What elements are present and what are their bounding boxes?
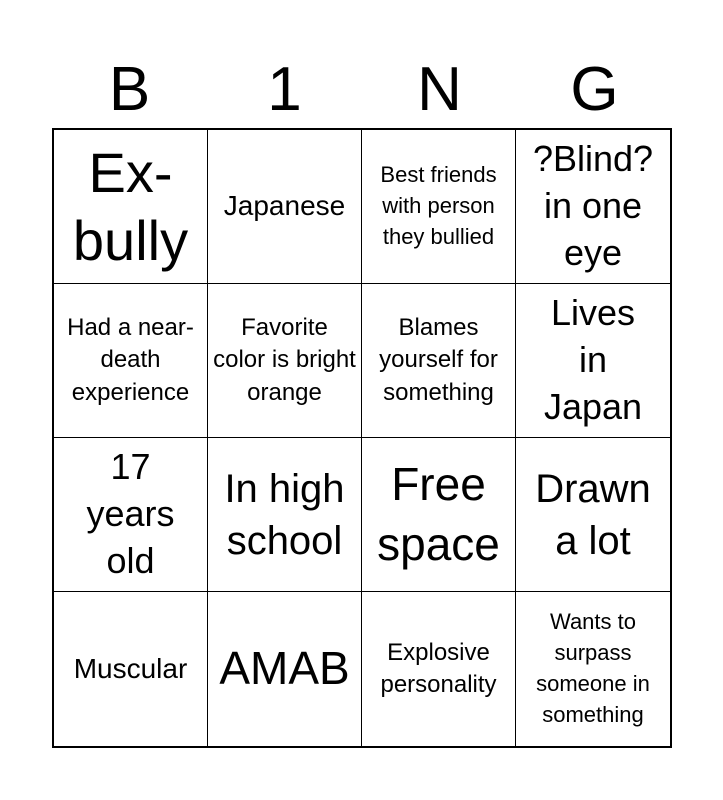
cell-text: Lives in Japan (543, 292, 643, 427)
bingo-cell[interactable] (54, 592, 208, 746)
cell-text: Ex-bully (72, 141, 189, 272)
bingo-cell[interactable] (516, 284, 670, 438)
header-letter-n: N (417, 55, 462, 124)
cell-text: Favorite color is bright orange (213, 313, 356, 406)
bingo-cell[interactable] (362, 130, 516, 284)
bingo-cell[interactable] (516, 438, 670, 592)
cell-text: Best friends with person they bullied (380, 162, 497, 249)
header-letter-1: 1 (267, 55, 302, 124)
cell-text: Free space (377, 457, 500, 570)
cell-text: Blames yourself for something (379, 313, 498, 406)
cell-text: Japanese (223, 190, 346, 222)
bingo-cell[interactable] (362, 284, 516, 438)
bingo-cell[interactable] (516, 592, 670, 746)
bingo-cell[interactable] (516, 130, 670, 284)
bingo-cell[interactable] (208, 438, 362, 592)
cell-text: Drawn a lot (535, 466, 651, 563)
bingo-cell[interactable] (54, 438, 208, 592)
cell-text: In high school (224, 466, 345, 563)
bingo-cell[interactable] (208, 592, 362, 746)
header-letter-b: B (108, 55, 151, 124)
bingo-cell[interactable] (208, 284, 362, 438)
bingo-cell[interactable] (362, 592, 516, 746)
bingo-cell[interactable] (362, 438, 516, 592)
bingo-cell[interactable] (208, 130, 362, 284)
cell-text: Had a near-death experience (67, 313, 194, 406)
bingo-cell[interactable] (54, 284, 208, 438)
bingo-header (52, 52, 672, 128)
bingo-grid (52, 128, 672, 748)
cell-text: AMAB (219, 642, 350, 695)
cell-text: 17 years old (86, 446, 175, 581)
header-letter-g: G (570, 55, 619, 124)
bingo-cell[interactable] (54, 130, 208, 284)
cell-text: Muscular (73, 652, 188, 684)
cell-text: Explosive personality (380, 638, 497, 698)
cell-text: Wants to surpass someone in something (536, 609, 650, 727)
cell-text: ?Blind? in one eye (532, 138, 654, 273)
